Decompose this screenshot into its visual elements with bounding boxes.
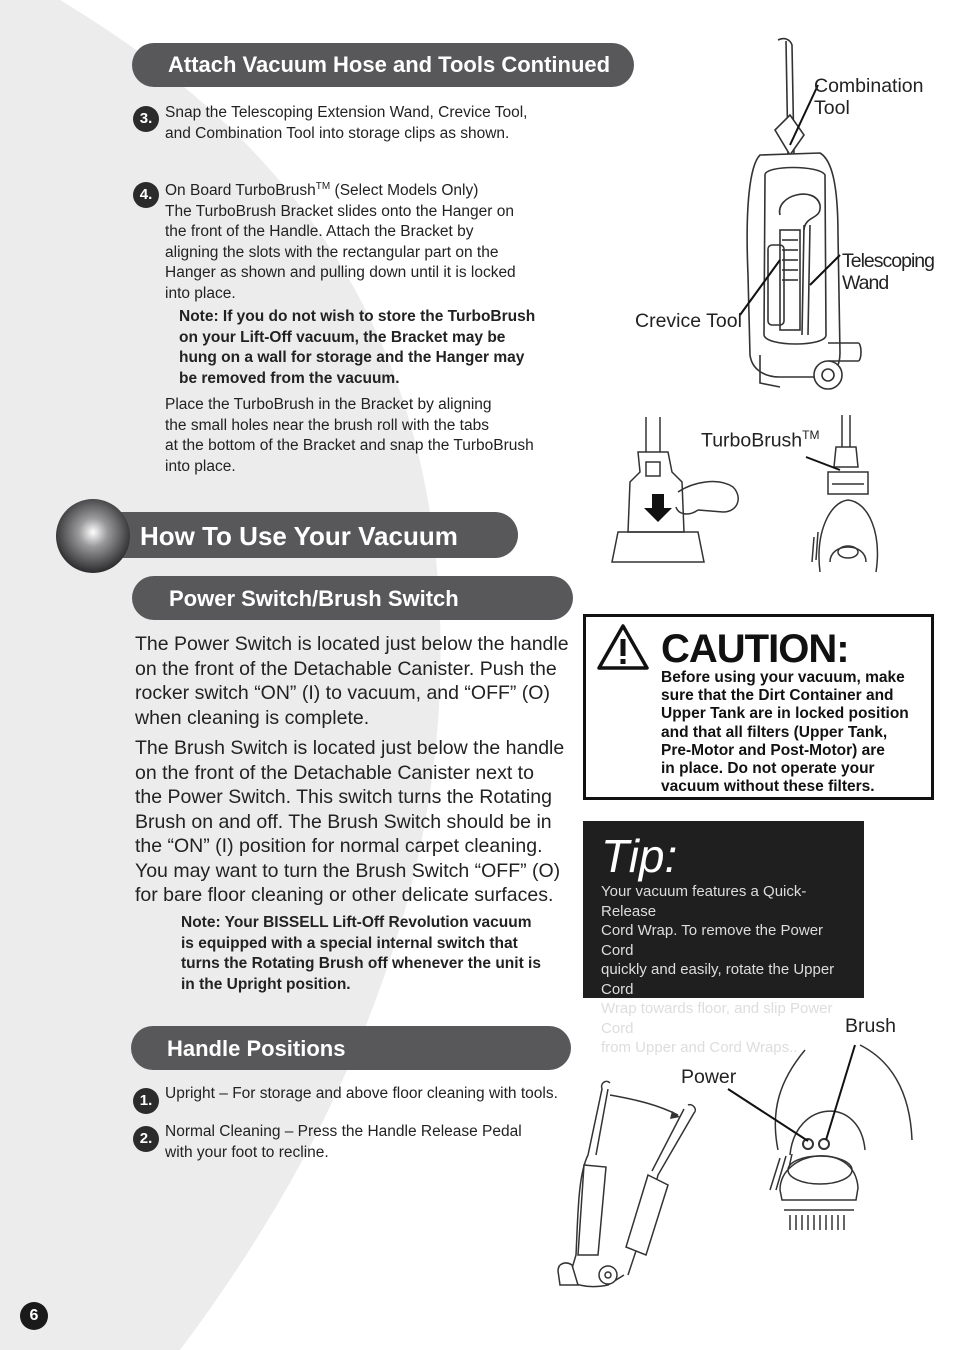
step-4-number: 4. <box>133 182 159 208</box>
power-switch-paragraph-1: The Power Switch is located just below the handle on the front of the Detachable Canister. Push the rocker switch “ON” (I) to vacuum, and “OFF” (O) when cleaning is complete. <box>135 633 569 729</box>
label-crevice-tool: Crevice Tool <box>635 310 742 332</box>
handle-step-2-number: 2. <box>133 1126 159 1152</box>
step-4-place-text: Place the TurboBrush in the Bracket by aligning the small holes near the brush roll with the tabs at the bottom of the Bracket and snap the TurboBrush into place. <box>165 396 534 475</box>
power-switch-note: Note: Your BISSELL Lift-Off Revolution vacuum is equipped with a special internal switch that turns the Rotating Brush off whenever the unit is in the Upright position. <box>181 914 541 993</box>
handle-step-1-number: 1. <box>133 1088 159 1114</box>
step-4-note: Note: If you do not wish to store the TurboBrush on your Lift-Off vacuum, the Bracket may be hung on a wall for storage and the Hanger may be removed from the vacuum. <box>179 308 536 387</box>
tip-text: Your vacuum features a Quick-Release Cord Wrap. To remove the Power Cord quickly and easily, rotate the Upper Cord Wrap towards floor, and slip Power Cord from Upper and Cord Wraps.. <box>601 883 835 1056</box>
vacuum-handle-positions-illustration <box>548 1075 708 1295</box>
tip-box <box>583 821 864 1056</box>
caution-box <box>583 614 934 800</box>
handle-step-1-text: Upright – For storage and above floor cleaning with tools. <box>165 1085 558 1102</box>
step-3-number: 3. <box>133 106 159 132</box>
handle-step-2-text: Normal Cleaning – Press the Handle Release Pedal with your foot to recline. <box>165 1123 522 1161</box>
caution-title: CAUTION: <box>661 627 849 671</box>
label-telescoping-wand: Telescoping Wand <box>842 250 934 294</box>
sphere-icon <box>54 497 132 575</box>
section-title-power-switch: Power Switch/Brush Switch <box>132 576 573 620</box>
power-pointer-line <box>724 1085 814 1145</box>
section-title-handle-positions: Handle Positions <box>131 1026 571 1070</box>
power-switch-paragraph-2: The Brush Switch is located just below the handle on the front of the Detachable Canister next to the Power Switch. This switch turns the Rotating Brush on and off. The Brush Switch should be in the “ON” (I) position for normal carpet cleaning. You may want to turn the Brush Switch “OFF” (O) for bare floor cleaning or other delicate surfaces. <box>135 737 565 906</box>
section-title-attach-hose: Attach Vacuum Hose and Tools Continued <box>132 43 634 87</box>
tip-title: Tip: <box>601 830 678 882</box>
label-turbobrush: TurboBrush™ <box>701 428 820 452</box>
label-brush: Brush <box>845 1015 896 1037</box>
step-3-text: Snap the Telescoping Extension Wand, Crevice Tool, and Combination Tool into storage clips as shown. <box>165 104 528 142</box>
step-4-text: On Board TurboBrush™ (Select Models Only) The TurboBrush Bracket slides onto the Hanger on the front of the Handle. Attach the Bracket by aligning the slots with the rectangular part on the Hanger as shown and pulling down until it is locked into place. <box>165 181 516 302</box>
caution-text: Before using your vacuum, make sure that the Dirt Container and Upper Tank are in locked position and that all filters (Upper Tank, Pre-Motor and Post-Motor) are in place. Do not operate your vacuum without these filters. <box>661 669 909 796</box>
label-combination-tool: Combination Tool <box>814 75 924 119</box>
section-title-how-to-use: How To Use Your Vacuum <box>100 512 518 558</box>
label-power: Power <box>681 1066 737 1088</box>
warning-triangle-icon <box>596 623 650 671</box>
page-number: 6 <box>20 1302 48 1330</box>
